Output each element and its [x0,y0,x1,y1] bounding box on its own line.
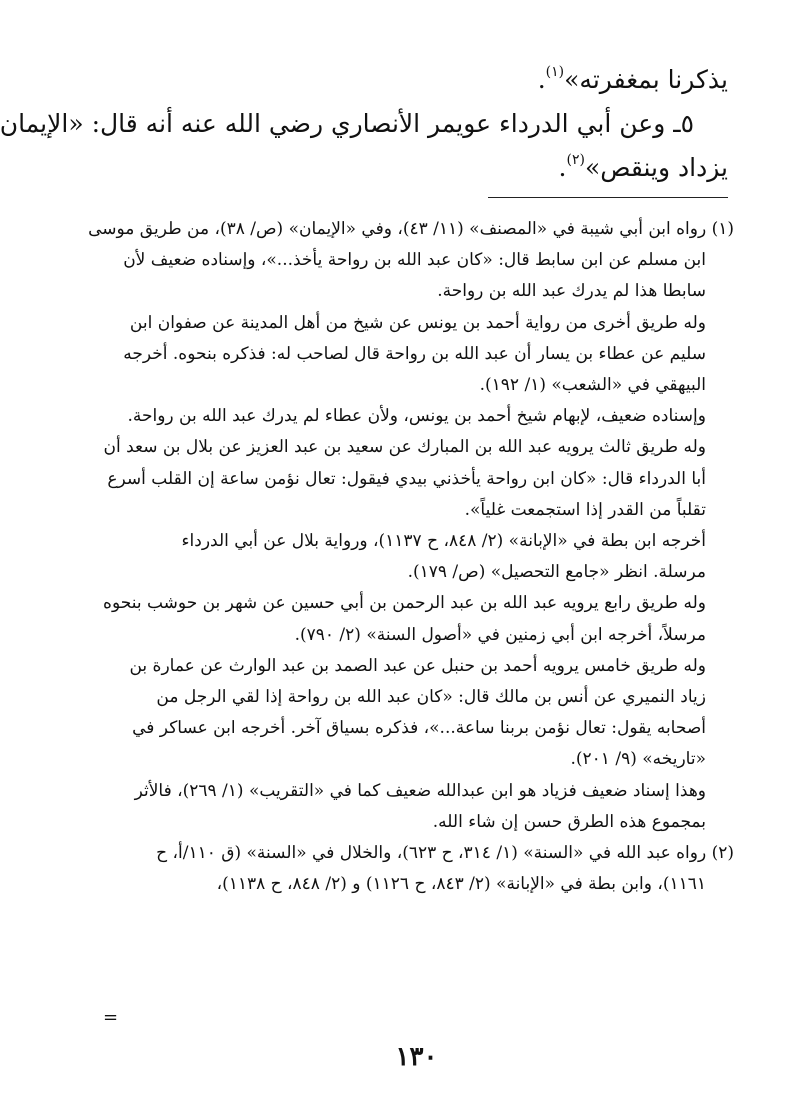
footnotes-section [88,214,734,900]
page-number: ١٣٠ [395,1042,438,1072]
footnote-reference[interactable]: (٢) [566,152,585,168]
footnote-line: سليم عن عطاء بن يسار أن عبد الله بن رواحة قال لصاحب له: فذكره بنحوه. أخرجه [123,343,706,364]
footnote-line: بمجموع هذه الطرق حسن إن شاء الله. [432,811,706,832]
main-line-text: ٥ـ وعن أبي الدرداء عويمر الأنصاري رضي الله عنه أنه قال: «الإيمان [0,109,694,138]
footnote-line: وله طريق رابع يرويه عبد الله بن عبد الرحمن بن أبي حسين عن شهر بن حوشب بنحوه [103,593,706,614]
footnote-line: مرسلة. انظر «جامع التحصيل» (ص/ ١٧٩). [407,562,706,583]
footnote-line: وهذا إسناد ضعيف فزياد هو ابن عبدالله ضعيف كما في «التقريب» (١/ ٢٦٩)، فالأثر [134,780,706,801]
footnote-line: أبا الدرداء قال: «كان ابن رواحة يأخذني بيدي فيقول: تعال نؤمن ساعة إن القلب أسرع [107,468,706,489]
footnote-line: أصحابه يقول: تعال نؤمن بربنا ساعة...»، فذكره بسياق آخر. أخرجه ابن عساكر في [132,718,706,739]
footnote-line: البيهقي في «الشعب» (١/ ١٩٢). [479,375,706,396]
footnote-line: مرسلاً، أخرجه ابن أبي زمنين في «أصول السنة» (٢/ ٧٩٠). [294,624,706,645]
footnote-line: (١) رواه ابن أبي شيبة في «المصنف» (١١/ ٤٣)، وفي «الإيمان» (ص/ ٣٨)، من طريق موسى [88,219,734,239]
continuation-mark: = [103,1007,119,1028]
footnote-divider [488,197,728,198]
footnote-line: وله طريق خامس يرويه أحمد بن حنبل عن عبد الصمد بن عبد الوارث عن عمارة بن [129,655,706,676]
main-text-line [102,58,728,102]
footnote-line: زياد النميري عن أنس بن مالك قال: «كان عبد الله بن رواحة إذا لقي الرجل من [156,687,706,708]
footnote-line: ابن مسلم عن ابن سابط قال: «كان عبد الله بن رواحة يأخذ...»، وإسناده ضعيف لأن [123,250,706,271]
main-line-end: . [537,65,546,94]
main-line-text: يذكرنا بمغفرته» [564,65,728,94]
footnote-line: ١١٦١)، وابن بطة في «الإبانة» (٢/ ٨٤٣، ح ١١٢٦) و (٢/ ٨٤٨، ح ١١٣٨)، [216,874,706,895]
footnote-line: سابطا هذا لم يدرك عبد الله بن رواحة. [437,281,706,302]
main-line-text: يزداد وينقص» [584,153,728,182]
footnote-line: وله طريق أخرى من رواية أحمد بن يونس عن شيخ من أهل المدينة عن صفوان ابن [129,312,706,333]
footnote-line: وإسناده ضعيف، لإبهام شيخ أحمد بن يونس، ولأن عطاء لم يدرك عبد الله بن رواحة. [127,406,706,427]
footnote-reference[interactable]: (١) [545,64,565,80]
main-line-end: . [558,153,567,182]
main-text-line [0,102,728,146]
footnote-line: وله طريق ثالث يرويه عبد الله بن المبارك عن سعيد بن عبد العزيز عن بلال بن سعد أن [103,437,706,458]
footnote-line: (٢) رواه عبد الله في «السنة» (١/ ٣١٤، ح ٦٢٣)، والخلال في «السنة» (ق ١١٠/أ، ح [156,843,734,864]
footnote-line: تقلباً من القدر إذا استجمعت غلياً». [464,499,706,520]
main-text [0,58,728,190]
footnote-line: «تاريخه» (٩/ ٢٠١). [570,749,706,770]
footnote-line: أخرجه ابن بطة في «الإبانة» (٢/ ٨٤٨، ح ١١٣٧)، ورواية بلال عن أبي الدرداء [181,531,706,552]
main-text-line [102,146,728,190]
